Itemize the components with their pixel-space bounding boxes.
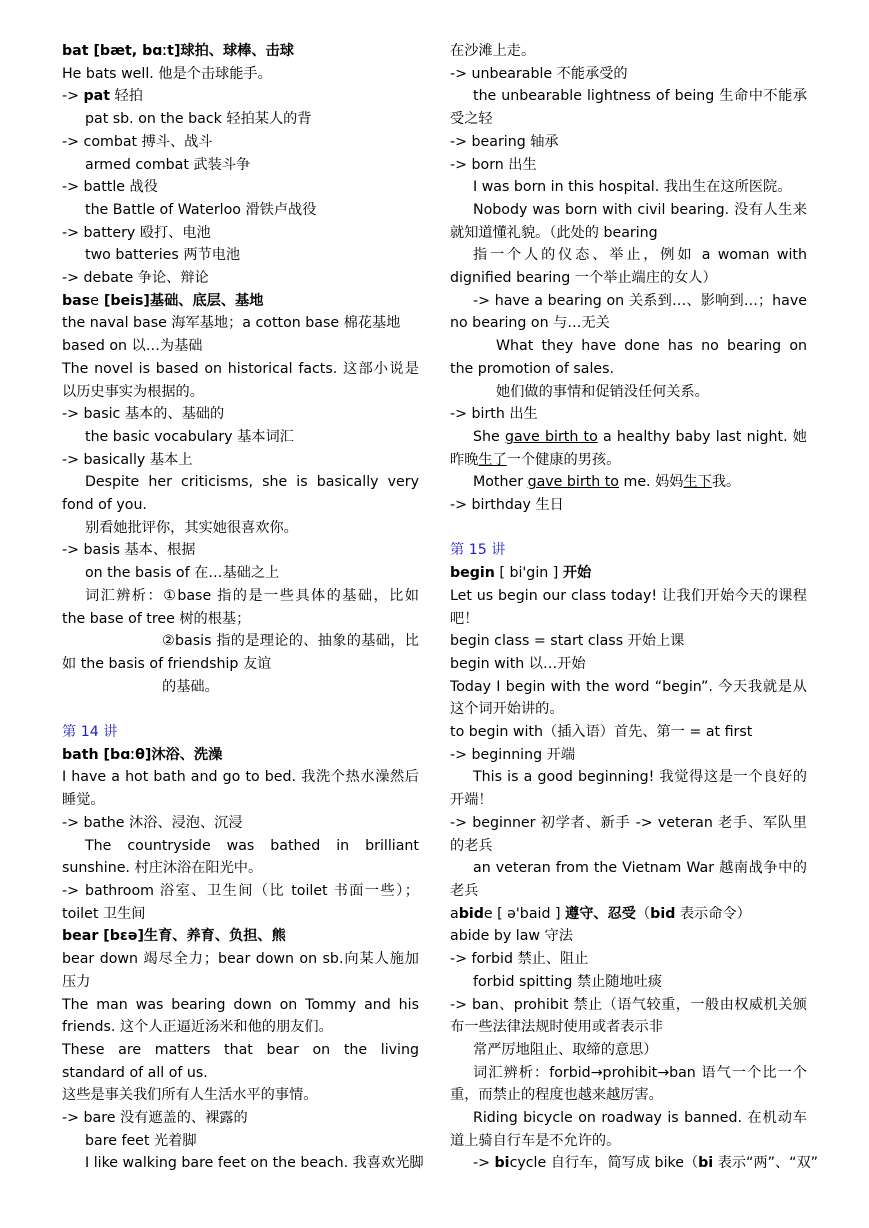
underlined-phrase: gave birth to (504, 428, 598, 445)
text-line: The countryside was bathed in brilliant sunshine. 村庄沐浴在阳光中。 (62, 837, 419, 877)
lecture-heading-14: 第 14 讲 (62, 724, 118, 741)
text-line: 的基础。 (162, 678, 219, 695)
right-column (450, 40, 819, 1175)
text-line: -> basic 基本的、基础的 (62, 406, 225, 423)
underlined-phrase: gave birth to (527, 474, 619, 491)
text-line: She gave birth to a healthy baby last night. 她昨晚生了一个健康的男孩。 (450, 428, 807, 468)
text-line: to begin with（插入语）首先、第一 = at first (450, 724, 753, 741)
text-line: -> forbid 禁止、阻止 (450, 951, 589, 968)
text-line: 在沙滩上走。 (450, 43, 536, 59)
text-line: Nobody was born with civil bearing. 没有人生来就知道懂礼貌。（此处的 bearing (450, 201, 807, 241)
text-line: -> beginning 开端 (450, 746, 576, 763)
lecture-heading-15: 第 15 讲 (450, 542, 506, 559)
text-line: 词汇辨析：forbid→prohibit→ban 语气一个比一个重，而禁止的程度也越来越厉害。 (450, 1064, 807, 1104)
text-line: 常严厉地阻止、取缔的意思） (473, 1041, 658, 1058)
keyword-pat: pat (83, 88, 111, 105)
text-line: -> battle 战役 (62, 179, 158, 196)
text-line: -> bare 没有遮盖的、裸露的 (62, 1110, 248, 1127)
text-line: -> basically 基本上 (62, 451, 193, 468)
left-column (62, 40, 424, 1175)
text-line: the naval base 海军基地；a cotton base 棉花基地 (62, 315, 401, 332)
entry-head-abide: abide [ ə'baid ] 遵守、忍受（bid 表示命令） (450, 905, 751, 922)
underlined-phrase: 生下 (683, 474, 712, 491)
text-line: begin with 以…开始 (450, 655, 586, 672)
text-line: He bats well. 他是个击球能手。 (62, 65, 272, 82)
blank-line (450, 517, 807, 540)
entry-head-base: base [beis]基础、底层、基地 (62, 292, 264, 309)
text-line: based on 以…为基础 (62, 338, 203, 355)
text-line: The novel is based on historical facts. 这部小说是以历史事实为根据的。 (62, 360, 419, 400)
text-line: Let us begin our class today! 让我们开始今天的课程吧！ (450, 587, 807, 627)
text-line: -> bicycle 自行车，简写成 bike（bi 表示“两”、“双” (473, 1155, 819, 1172)
text-line: I have a hot bath and go to bed. 我洗个热水澡然后睡觉。 (62, 769, 419, 809)
text-line: -> bathroom 浴室、卫生间（比 toilet 书面一些）；toilet 卫生间 (62, 883, 419, 922)
text-line: pat sb. on the back 轻拍某人的背 (85, 111, 312, 128)
text-line: This is a good beginning! 我觉得这是一个良好的开端！ (450, 769, 807, 809)
text-line: bare feet 光着脚 (85, 1132, 197, 1149)
text-line: an veteran from the Vietnam War 越南战争中的老兵 (450, 860, 807, 899)
text-line: the unbearable lightness of being 生命中不能承受之轻 (450, 88, 807, 128)
text-line: abide by law 守法 (450, 928, 573, 945)
text-line: Today I begin with the word “begin”. 今天我就是从这个词开始讲的。 (450, 678, 807, 718)
text-line: I like walking bare feet on the beach. 我喜欢光脚 (85, 1155, 424, 1172)
text-line: begin class = start class 开始上课 (450, 633, 685, 650)
text-line: bear down 竭尽全力；bear down on sb.向某人施加压力 (62, 951, 419, 990)
text-line: -> born 出生 (450, 156, 537, 173)
text-line: ②basis 指的是理论的、抽象的基础，比如 the basis of friendship 友谊 (62, 633, 419, 672)
text-line: 别看她批评你，其实她很喜欢你。 (85, 519, 298, 536)
text-line: -> debate 争论、辩论 (62, 270, 209, 287)
text-line: the basic vocabulary 基本词汇 (85, 428, 294, 445)
entry-head-bat: bat [bæt, bɑːt]球拍、球棒、击球 (62, 43, 294, 59)
text-line: These are matters that bear on the living standard of all of us. (62, 1041, 419, 1081)
text-line: 词汇辨析：①base 指的是一些具体的基础，比如 the base of tree 树的根基； (62, 587, 419, 627)
text-line: 这些是事关我们所有人生活水平的事情。 (62, 1087, 318, 1104)
text-line: What they have done has no bearing on the promotion of sales. (450, 338, 807, 377)
text-line: -> bathe 沐浴、浸泡、沉浸 (62, 814, 243, 831)
text-line: -> beginner 初学者、新手 -> veteran 老手、军队里的老兵 (450, 814, 807, 854)
text-line: forbid spitting 禁止随地吐痰 (473, 973, 663, 990)
text-line: -> ban、prohibit 禁止（语气较重，一般由权威机关颁布一些法律法规时使用或者表示非 (450, 996, 807, 1036)
text-line: Mother gave birth to me. 妈妈生下我。 (473, 474, 741, 491)
text-line: 指一个人的仪态、举止，例如 a woman with dignified bearing 一个举止端庄的女人） (450, 247, 807, 287)
entry-head-bath: bath [bɑːθ]沐浴、洗澡 (62, 746, 223, 763)
underlined-phrase: 生了 (478, 451, 507, 468)
text-line: on the basis of 在…基础之上 (85, 565, 280, 582)
text-line: The man was bearing down on Tommy and his friends. 这个人正逼近汤米和他的朋友们。 (62, 996, 419, 1036)
entry-head-begin: begin [ bi'gin ] 开始 (450, 565, 592, 582)
text-line: -> battery 殴打、电池 (62, 224, 211, 241)
text-line: Riding bicycle on roadway is banned. 在机动车道上骑自行车是不允许的。 (450, 1110, 807, 1149)
text-line: -> basis 基本、根据 (62, 542, 196, 559)
text-line: the Battle of Waterloo 滑铁卢战役 (85, 201, 317, 218)
text-line: -> bearing 轴承 (450, 133, 559, 150)
text-line: -> birthday 生日 (450, 497, 564, 514)
text-line: I was born in this hospital. 我出生在这所医院。 (473, 179, 792, 196)
text-line: armed combat 武装斗争 (85, 156, 251, 173)
text-line: Despite her criticisms, she is basically very fond of you. (62, 474, 419, 514)
text-line: -> birth 出生 (450, 406, 538, 423)
text-line: two batteries 两节电池 (85, 247, 241, 264)
text-line: -> pat 轻拍 (62, 88, 143, 105)
blank-line (62, 698, 419, 721)
text-line: -> unbearable 不能承受的 (450, 65, 628, 82)
text-line: -> combat 搏斗、战斗 (62, 133, 213, 150)
text-line: -> have a bearing on 关系到…、影响到…；have no bearing on 与…无关 (450, 292, 807, 332)
text-line: 她们做的事情和促销没任何关系。 (496, 383, 709, 400)
entry-head-bear: bear [bɛə]生育、养育、负担、熊 (62, 928, 286, 945)
